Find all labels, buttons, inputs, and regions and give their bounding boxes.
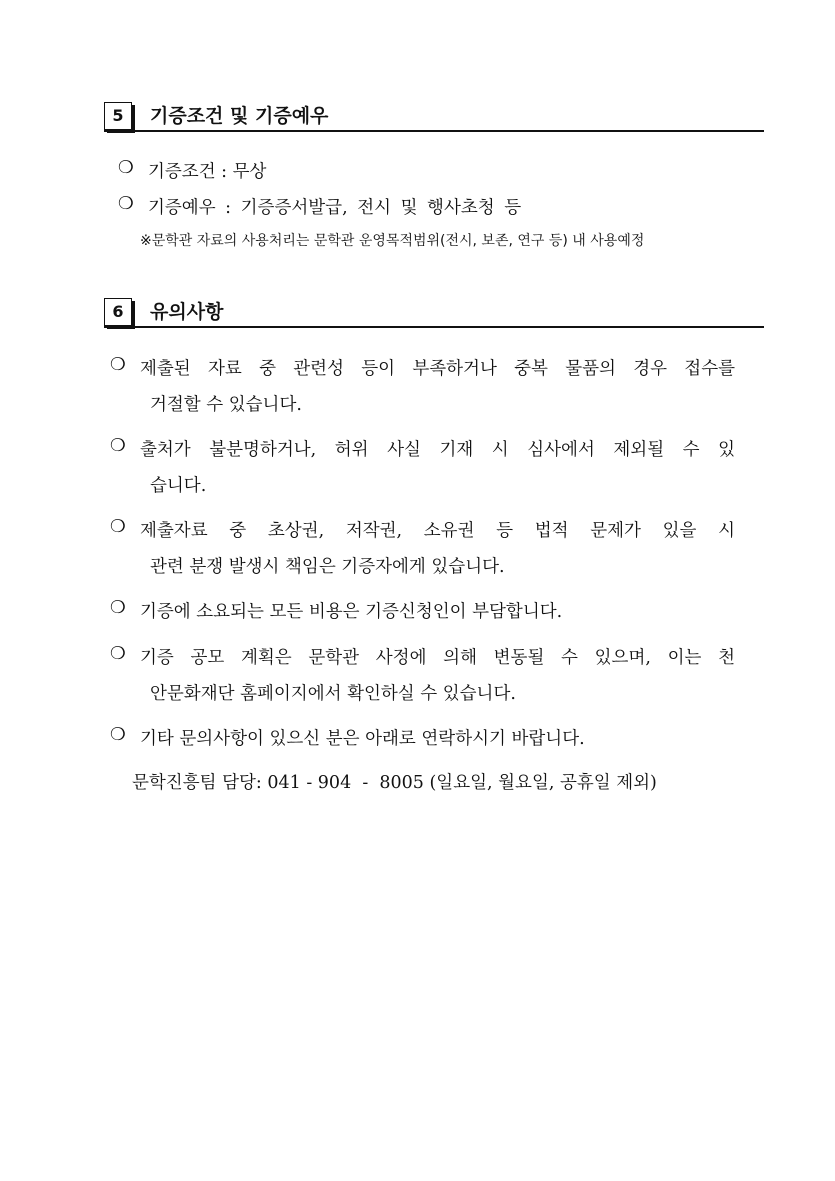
bullet-icon: ❍: [118, 158, 134, 178]
bullet-icon: ❍: [110, 725, 126, 745]
list-item: 기타 문의사항이 있으신 분은 아래로 연락하시기 바랍니다.: [140, 729, 585, 749]
bullet-icon: ❍: [110, 644, 126, 664]
section-title: 기증조건 및 기증예우: [150, 105, 329, 127]
list-item-continuation: 관련 분쟁 발생시 책임은 기증자에게 있습니다.: [150, 557, 505, 577]
section-number-badge: 5: [104, 102, 132, 130]
bullet-icon: ❍: [110, 436, 126, 456]
list-item-continuation: 안문화재단 홈페이지에서 확인하실 수 있습니다.: [150, 684, 516, 704]
bullet-icon: ❍: [110, 517, 126, 537]
list-item: 기증예우 : 기증증서발급, 전시 및 행사초청 등: [148, 198, 522, 218]
list-item: 기증 공모 계획은 문학관 사정에 의해 변동될 수 있으며, 이는 천: [140, 648, 735, 668]
list-item: 기증조건 : 무상: [148, 162, 267, 182]
list-item: 제출자료 중 초상권, 저작권, 소유권 등 법적 문제가 있을 시: [140, 521, 735, 541]
section-title: 유의사항: [150, 301, 224, 323]
bullet-icon: ❍: [110, 598, 126, 618]
usage-note: ※문학관 자료의 사용처리는 문학관 운영목적범위(전시, 보존, 연구 등) 내 사용예정: [140, 233, 645, 249]
list-item: 출처가 불분명하거나, 허위 사실 기재 시 심사에서 제외될 수 있: [140, 440, 735, 460]
list-item: 제출된 자료 중 관련성 등이 부족하거나 중복 물품의 경우 접수를: [140, 359, 735, 379]
bullet-icon: ❍: [118, 194, 134, 214]
contact-info: 문학진흥팀 담당: 041 - 904 - 8005 (일요일, 월요일, 공휴일 제외): [132, 773, 657, 793]
section-6-header: [104, 296, 764, 328]
list-item: 기증에 소요되는 모든 비용은 기증신청인이 부담합니다.: [140, 602, 563, 622]
section-5-header: [104, 100, 764, 132]
section-number-badge: 6: [104, 298, 132, 326]
list-item-continuation: 습니다.: [150, 476, 207, 496]
list-item-continuation: 거절할 수 있습니다.: [150, 395, 302, 415]
bullet-icon: ❍: [110, 355, 126, 375]
